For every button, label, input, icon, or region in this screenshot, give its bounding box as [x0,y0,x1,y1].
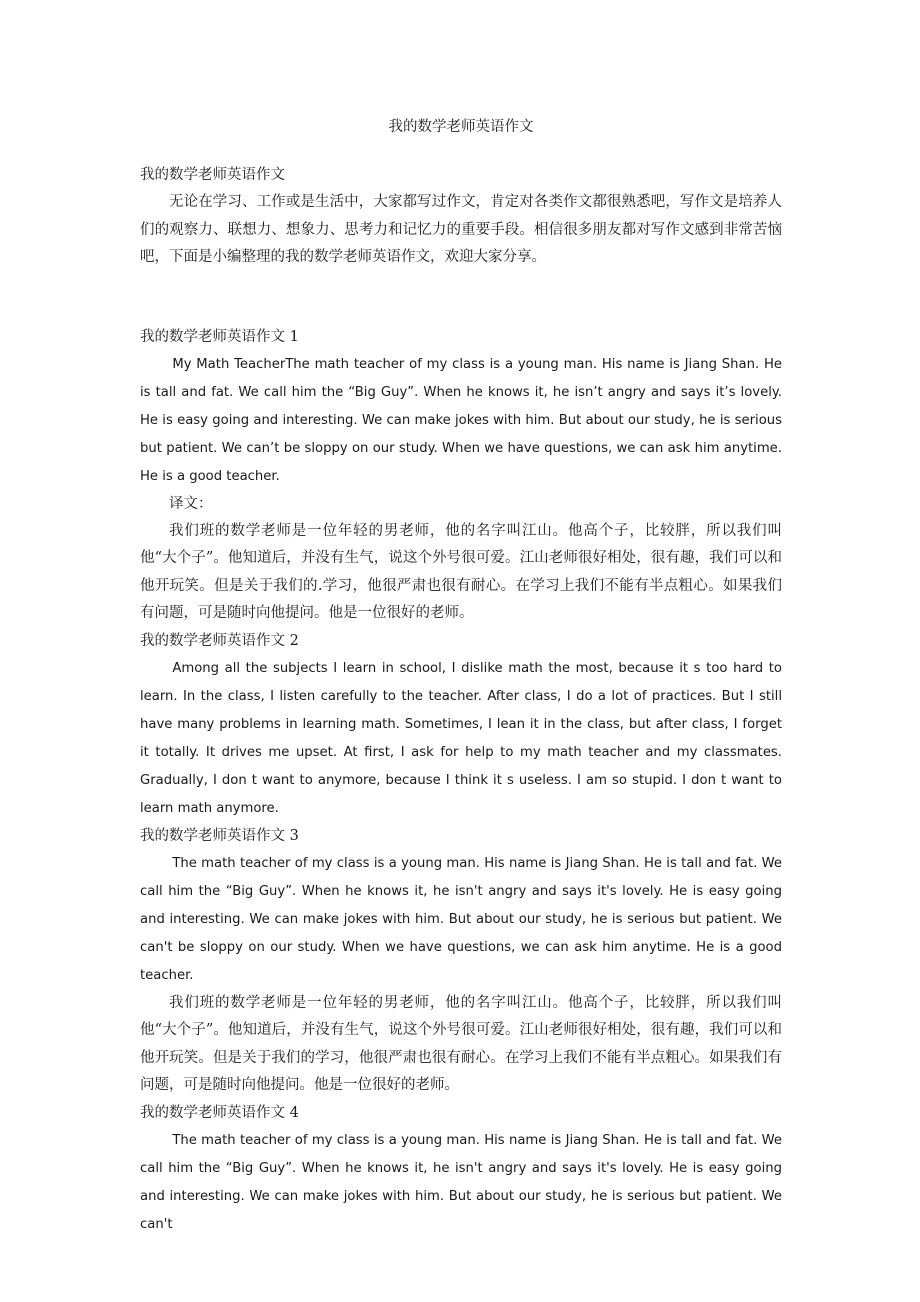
essay-heading-1: 我的数学老师英语作文 1 [140,328,299,345]
essay-english-paragraph-1: My Math TeacherThe math teacher of my class is a young man. His name is Jiang Shan. He is tall and fat. We call him the “Big Guy”. When he knows it, he isn’t angry and says it’s lovely. He is easy going and interesting. We can make jokes with him. But about our study, he is serious but patient. We can’t be sloppy on our study. When we have questions, we can ask him anytime. He is a good teacher. [140,356,782,484]
intro-heading: 我的数学老师英语作文 [140,167,285,183]
intro-paragraph: 无论在学习、工作或是生活中，大家都写过作文，肯定对各类作文都很熟悉吧，写作文是培养人们的观察力、联想力、想象力、思考力和记忆力的重要手段。相信很多朋友都对写作文感到非常苦恼吧，下面是小编整理的我的数学老师英语作文，欢迎大家分享。 [140,194,782,265]
essay-heading-3: 我的数学老师英语作文 3 [140,827,299,844]
document-title: 我的数学老师英语作文 [388,119,534,135]
essay-chinese-paragraph-3: 我们班的数学老师是一位年轻的男老师，他的名字叫江山。他高个子，比较胖，所以我们叫他“大个子”。他知道后，并没有生气，说这个外号很可爱。江山老师很好相处，很有趣，我们可以和他开玩笑。但是关于我们的学习，他很严肃也很有耐心。在学习上我们不能有半点粗心。如果我们有问题，可是随时向他提问。他是一位很好的老师。 [140,994,782,1093]
essay-english-paragraph-2: Among all the subjects I learn in school, I dislike math the most, because it s too hard to learn. In the class, I listen carefully to the teacher. After class, I do a lot of practices. But I still have many problems in learning math. Sometimes, I lean it in the class, but after class, I forget it totally. It drives me upset. At first, I ask for help to my math teacher and my classmates. Gradually, I don t want to anymore, because I think it s useless. I am so stupid. I don t want to learn math anymore. [140,660,782,816]
essay-section-3 [140,823,782,1100]
essay-chinese-paragraph-1: 我们班的数学老师是一位年轻的男老师，他的名字叫江山。他高个子，比较胖，所以我们叫他“大个子”。他知道后，并没有生气，说这个外号很可爱。江山老师很好相处，很有趣，我们可以和他开玩笑。但是关于我们的.学习，他很严肃也很有耐心。在学习上我们不能有半点粗心。如果我们有问题，可是随时向他提问。他是一位很好的老师。 [140,522,782,621]
document-page [140,112,782,1239]
essay-english-paragraph-3: The math teacher of my class is a young man. His name is Jiang Shan. He is tall and fat. We call him the “Big Guy”. When he knows it, he isn't angry and says it's lovely. He is easy going and interesting. We can make jokes with him. But about our study, he is serious but patient. We can't be sloppy on our study. When we have questions, we can ask him anytime. He is a good teacher. [140,855,782,983]
essay-section-1 [140,324,782,628]
essay-section-4 [140,1100,782,1239]
essay-english-paragraph-4: The math teacher of my class is a young man. His name is Jiang Shan. He is tall and fat. We call him the “Big Guy”. When he knows it, he isn't angry and says it's lovely. He is easy going and interesting. We can make jokes with him. But about our study, he is serious but patient. We can't [140,1132,782,1232]
section-spacer [140,272,782,324]
essay-heading-4: 我的数学老师英语作文 4 [140,1104,299,1121]
essay-heading-2: 我的数学老师英语作文 2 [140,632,299,649]
translation-label: 译文： [169,495,213,512]
essay-section-2 [140,628,782,823]
